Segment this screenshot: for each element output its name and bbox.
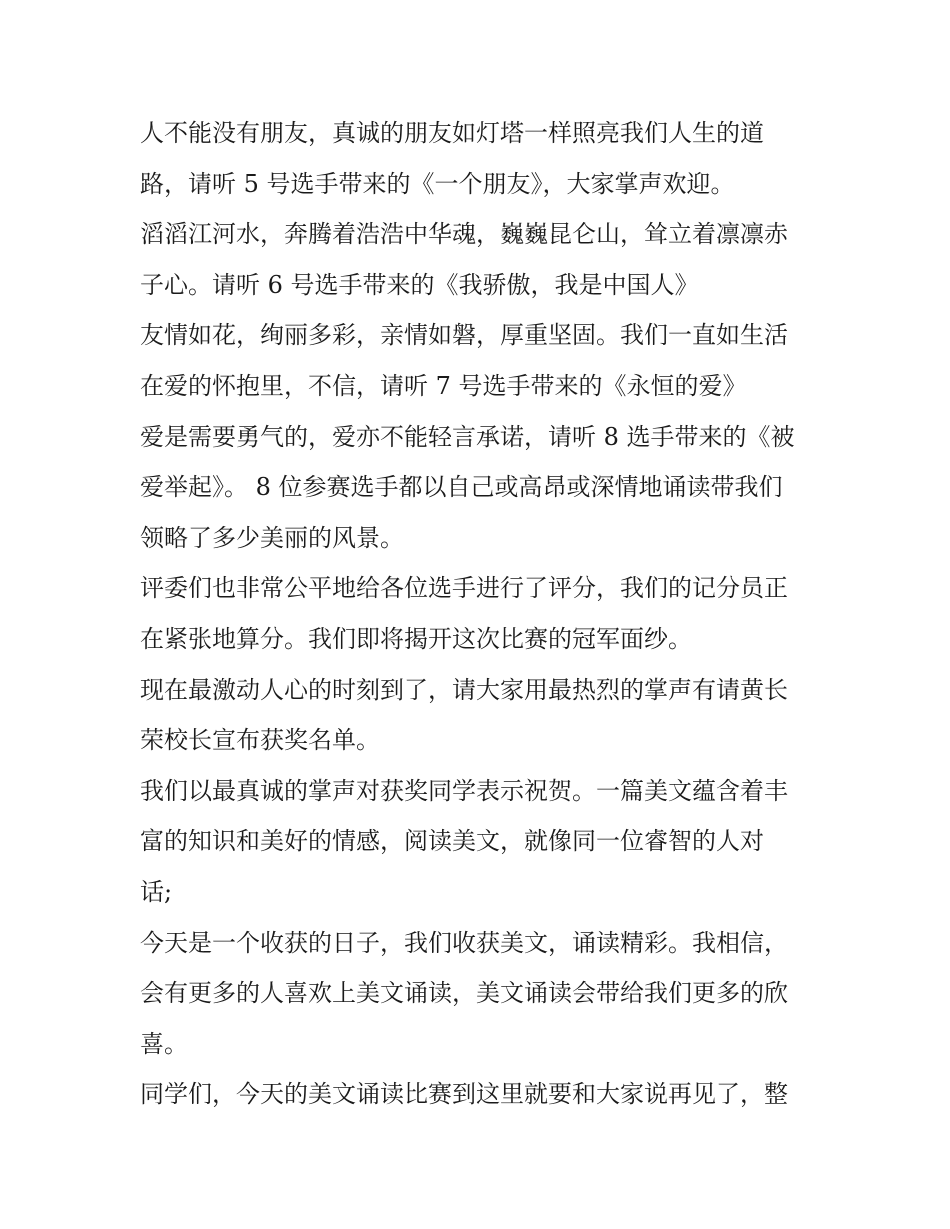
text-line: 在紧张地算分。我们即将揭开这次比赛的冠军面纱。 bbox=[140, 624, 692, 653]
text-line: 爱是需要勇气的，爱亦不能轻言承诺，请听 8 选手带来的《被 bbox=[140, 422, 795, 451]
text-line: 在爱的怀抱里，不信，请听 7 号选手带来的《永恒的爱》 bbox=[140, 371, 747, 400]
text-line: 人不能没有朋友，真诚的朋友如灯塔一样照亮我们人生的道 bbox=[140, 119, 764, 147]
text-line: 富的知识和美好的情感，阅读美文，就像同一位睿智的人对 bbox=[140, 827, 764, 856]
text-line: 荣校长宣布获奖名单。 bbox=[140, 726, 380, 755]
text-line: 友情如花，绚丽多彩，亲情如磐，厚重坚固。我们一直如生活 bbox=[140, 321, 788, 350]
text-line: 现在最激动人心的时刻到了，请大家用最热烈的掌声有请黄长 bbox=[140, 675, 788, 704]
text-line: 路，请听 5 号选手带来的《一个朋友》，大家掌声欢迎。 bbox=[140, 169, 735, 198]
text-line: 评委们也非常公平地给各位选手进行了评分，我们的记分员正 bbox=[140, 574, 788, 603]
text-line: 子心。请听 6 号选手带来的《我骄傲，我是中国人》 bbox=[140, 270, 699, 299]
text-line: 领略了多少美丽的风景。 bbox=[140, 523, 404, 552]
text-line: 今天是一个收获的日子，我们收获美文，诵读精彩。我相信， bbox=[140, 928, 788, 957]
text-line: 喜。 bbox=[140, 1029, 188, 1058]
document-body bbox=[140, 108, 830, 1120]
text-line: 滔滔江河水，奔腾着浩浩中华魂，巍巍昆仑山，耸立着凛凛赤 bbox=[140, 220, 788, 249]
text-line: 会有更多的人喜欢上美文诵读，美文诵读会带给我们更多的欣 bbox=[140, 979, 788, 1008]
text-line: 我们以最真诚的掌声对获奖同学表示祝贺。一篇美文蕴含着丰 bbox=[140, 776, 788, 805]
text-line: 同学们，今天的美文诵读比赛到这里就要和大家说再见了，整 bbox=[140, 1080, 788, 1109]
text-line: 话; bbox=[140, 877, 173, 906]
text-line: 爱举起》。 8 位参赛选手都以自己或高昂或深情地诵读带我们 bbox=[140, 473, 783, 502]
